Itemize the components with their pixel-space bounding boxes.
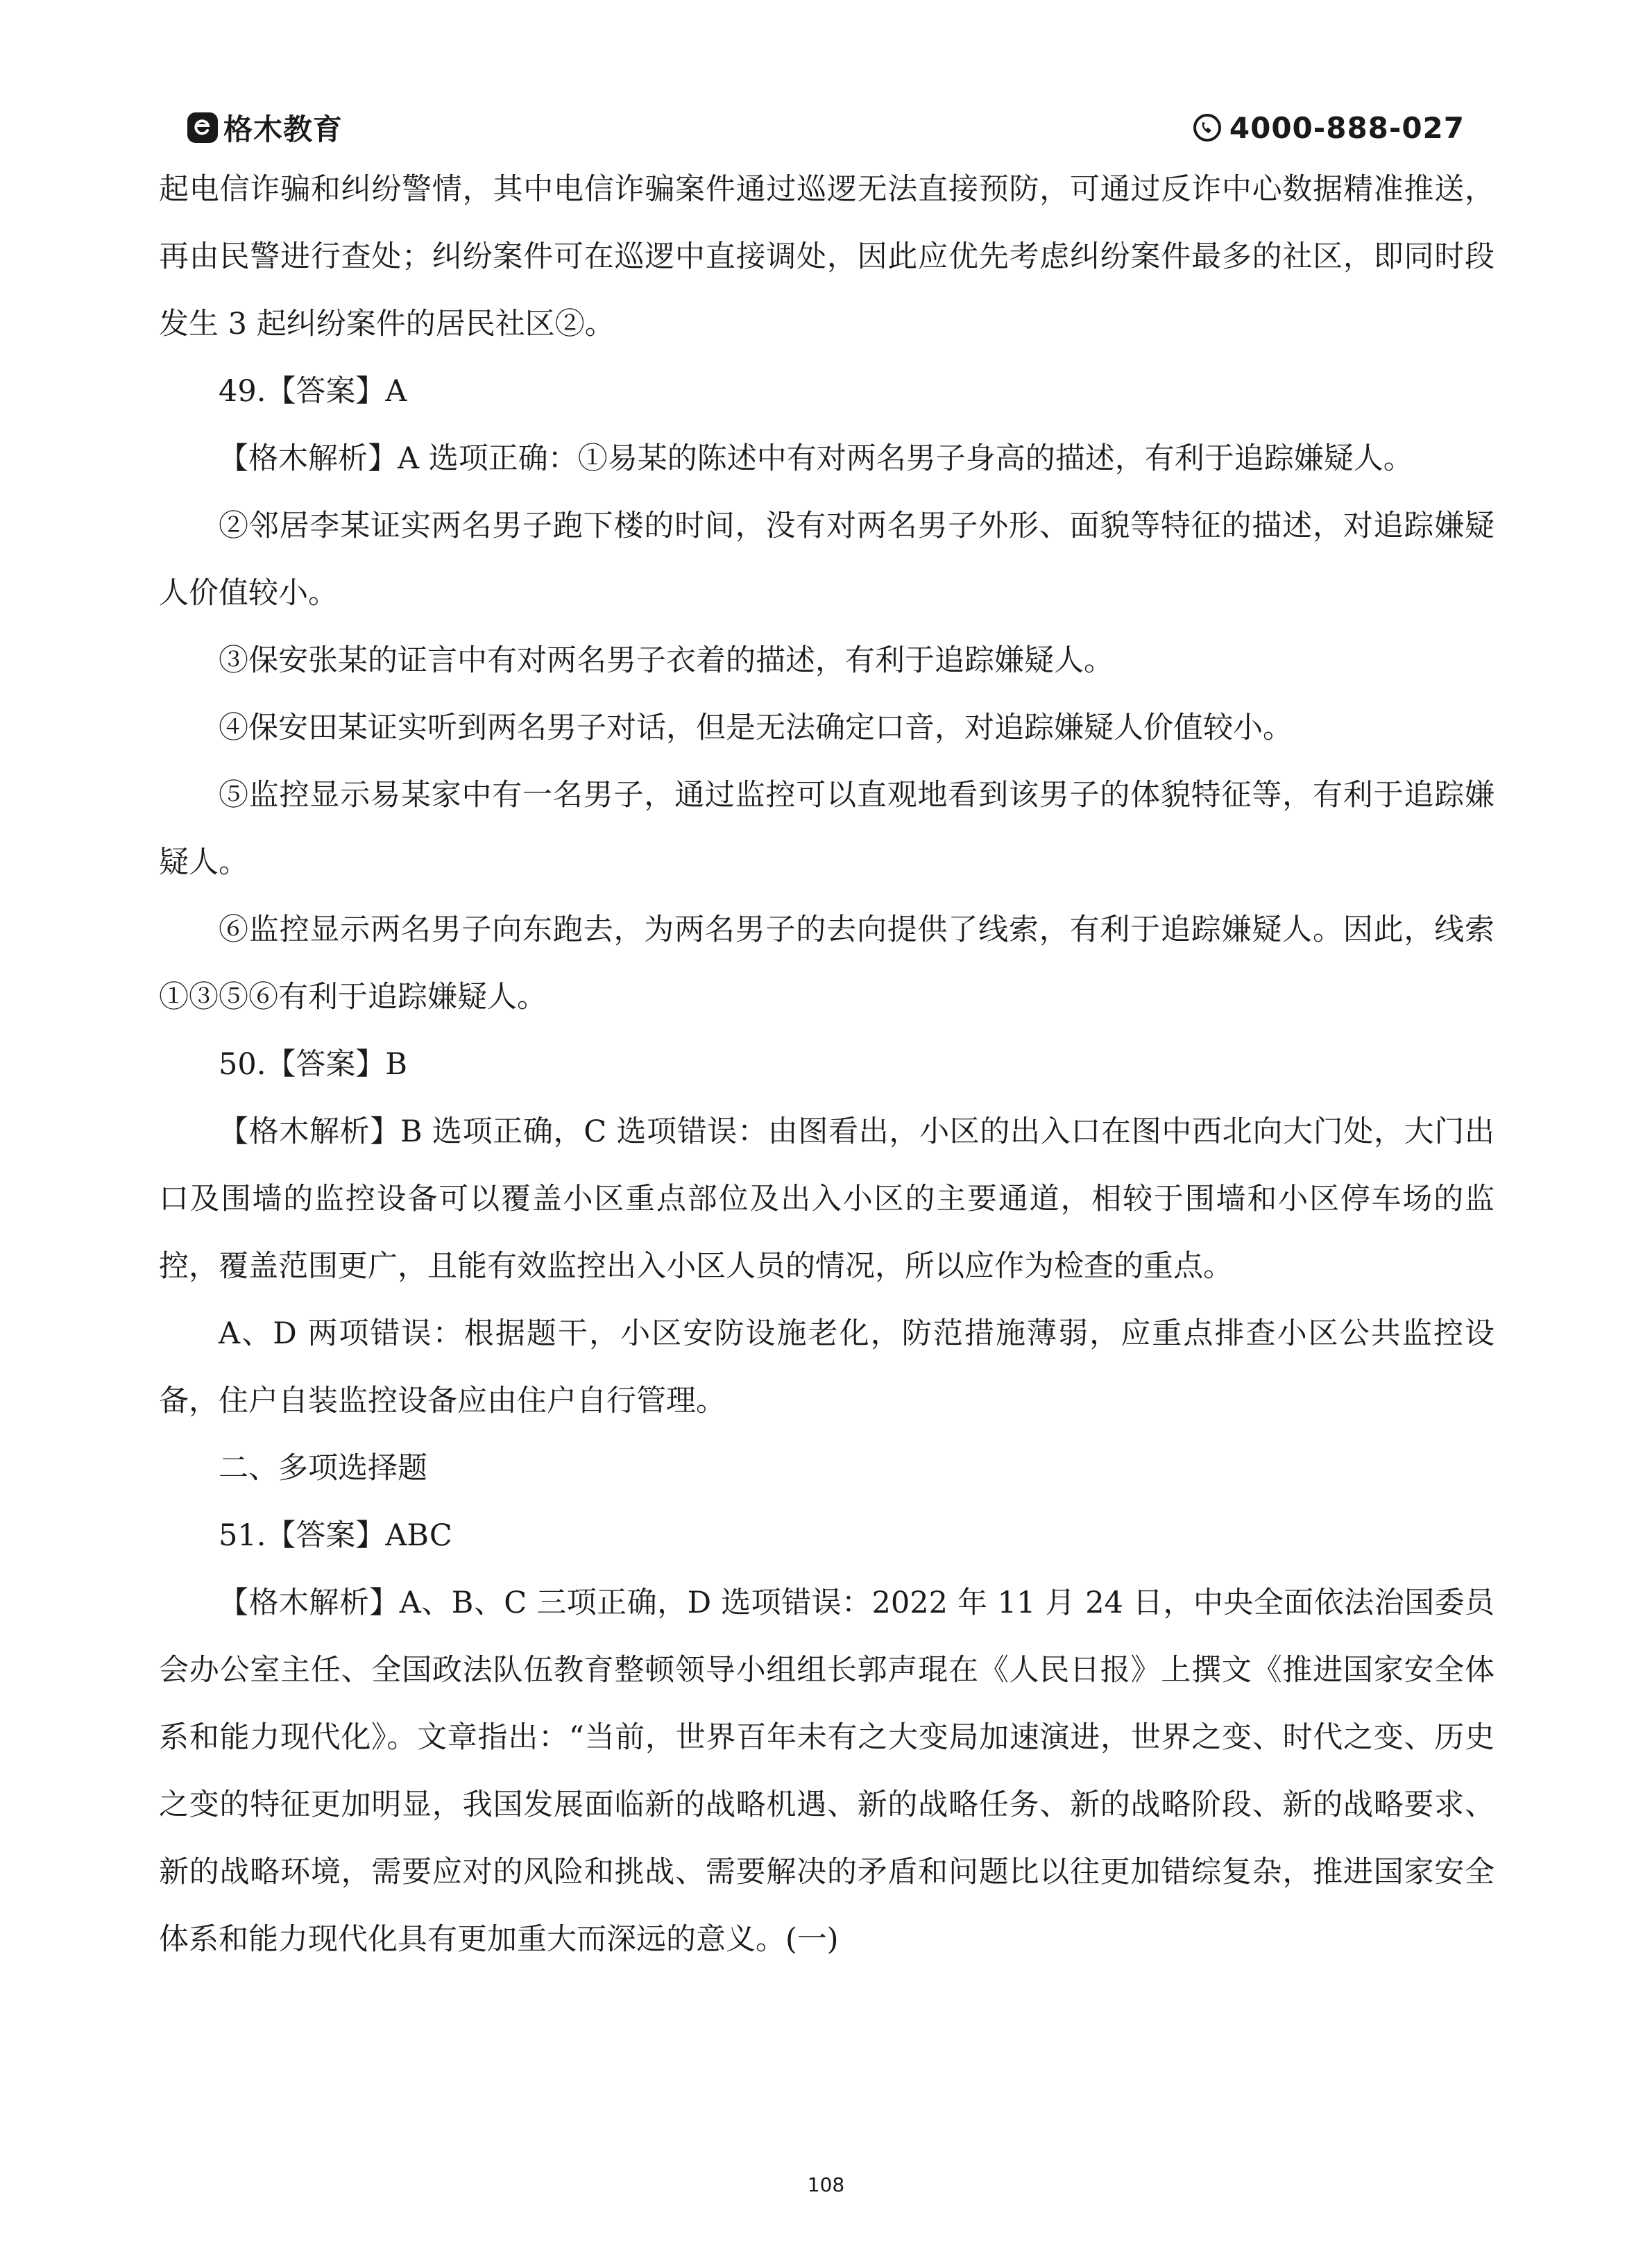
brand-name: 格木教育 <box>223 112 343 146</box>
analysis-49-item-6: ⑥监控显示两名男子向东跑去，为两名男子的去向提供了线索，有利于追踪嫌疑人。因此，线索①③⑤⑥有利于追踪嫌疑人。 <box>159 912 1495 1014</box>
brand <box>187 107 343 148</box>
analysis-50: 【格木解析】B 选项正确，C 选项错误：由图看出，小区的出入口在图中西北向大门处，大门出口及围墙的监控设备可以覆盖小区重点部位及出入小区的主要通道，相较于围墙和小区停车场的监控，覆盖范围更广，且能有效监控出入小区人员的情况，所以应作为检查的重点。 <box>159 1114 1495 1284</box>
analysis-49: 【格木解析】A 选项正确：①易某的陈述中有对两名男子身高的描述，有利于追踪嫌疑人。 <box>219 441 1413 476</box>
answer-51: 51.【答案】ABC <box>219 1518 452 1553</box>
analysis-50-ad: A、D 两项错误：根据题干，小区安防设施老化，防范措施薄弱，应重点排查小区公共监控设备，住户自装监控设备应由住户自行管理。 <box>159 1316 1495 1418</box>
document-body <box>159 156 1495 1973</box>
analysis-49-item-3: ③保安张某的证言中有对两名男子衣着的描述，有利于追踪嫌疑人。 <box>219 643 1114 678</box>
phone-number: 4000-888-027 <box>1229 110 1465 145</box>
page-number: 108 <box>807 2173 845 2196</box>
paragraph-continuation: 起电信诈骗和纠纷警情，其中电信诈骗案件通过巡逻无法直接预防，可通过反诈中心数据精准推送，再由民警进行查处；纠纷案件可在巡逻中直接调处，因此应优先考虑纠纷案件最多的社区，即同时段发生 3 起纠纷案件的居民社区②。 <box>159 172 1495 341</box>
section-heading: 二、多项选择题 <box>219 1451 427 1486</box>
phone-icon <box>1192 112 1223 143</box>
brand-logo-icon <box>187 112 218 143</box>
page-header <box>187 105 1465 150</box>
analysis-49-item-2: ②邻居李某证实两名男子跑下楼的时间，没有对两名男子外形、面貌等特征的描述，对追踪嫌疑人价值较小。 <box>159 509 1495 611</box>
phone-contact <box>1192 111 1465 145</box>
analysis-51: 【格木解析】A、B、C 三项正确，D 选项错误：2022 年 11 月 24 日，中央全面依法治国委员会办公室主任、全国政法队伍教育整顿领导小组组长郭声琨在《人民日报》上撰文《推进国家安全体系和能力现代化》。文章指出：“当前，世界百年未有之大变局加速演进，世界之变、时代之变、历史之变的特征更加明显，我国发展面临新的战略机遇、新的战略任务、新的战略阶段、新的战略要求、新的战略环境，需要应对的风险和挑战、需要解决的矛盾和问题比以往更加错综复杂，推进国家安全体系和能力现代化具有更加重大而深远的意义。(一) <box>159 1586 1495 1957</box>
answer-50: 50.【答案】B <box>219 1047 407 1082</box>
answer-49: 49.【答案】A <box>219 374 407 409</box>
analysis-49-item-4: ④保安田某证实听到两名男子对话，但是无法确定口音，对追踪嫌疑人价值较小。 <box>219 711 1293 745</box>
analysis-49-item-5: ⑤监控显示易某家中有一名男子，通过监控可以直观地看到该男子的体貌特征等，有利于追踪嫌疑人。 <box>159 778 1495 880</box>
